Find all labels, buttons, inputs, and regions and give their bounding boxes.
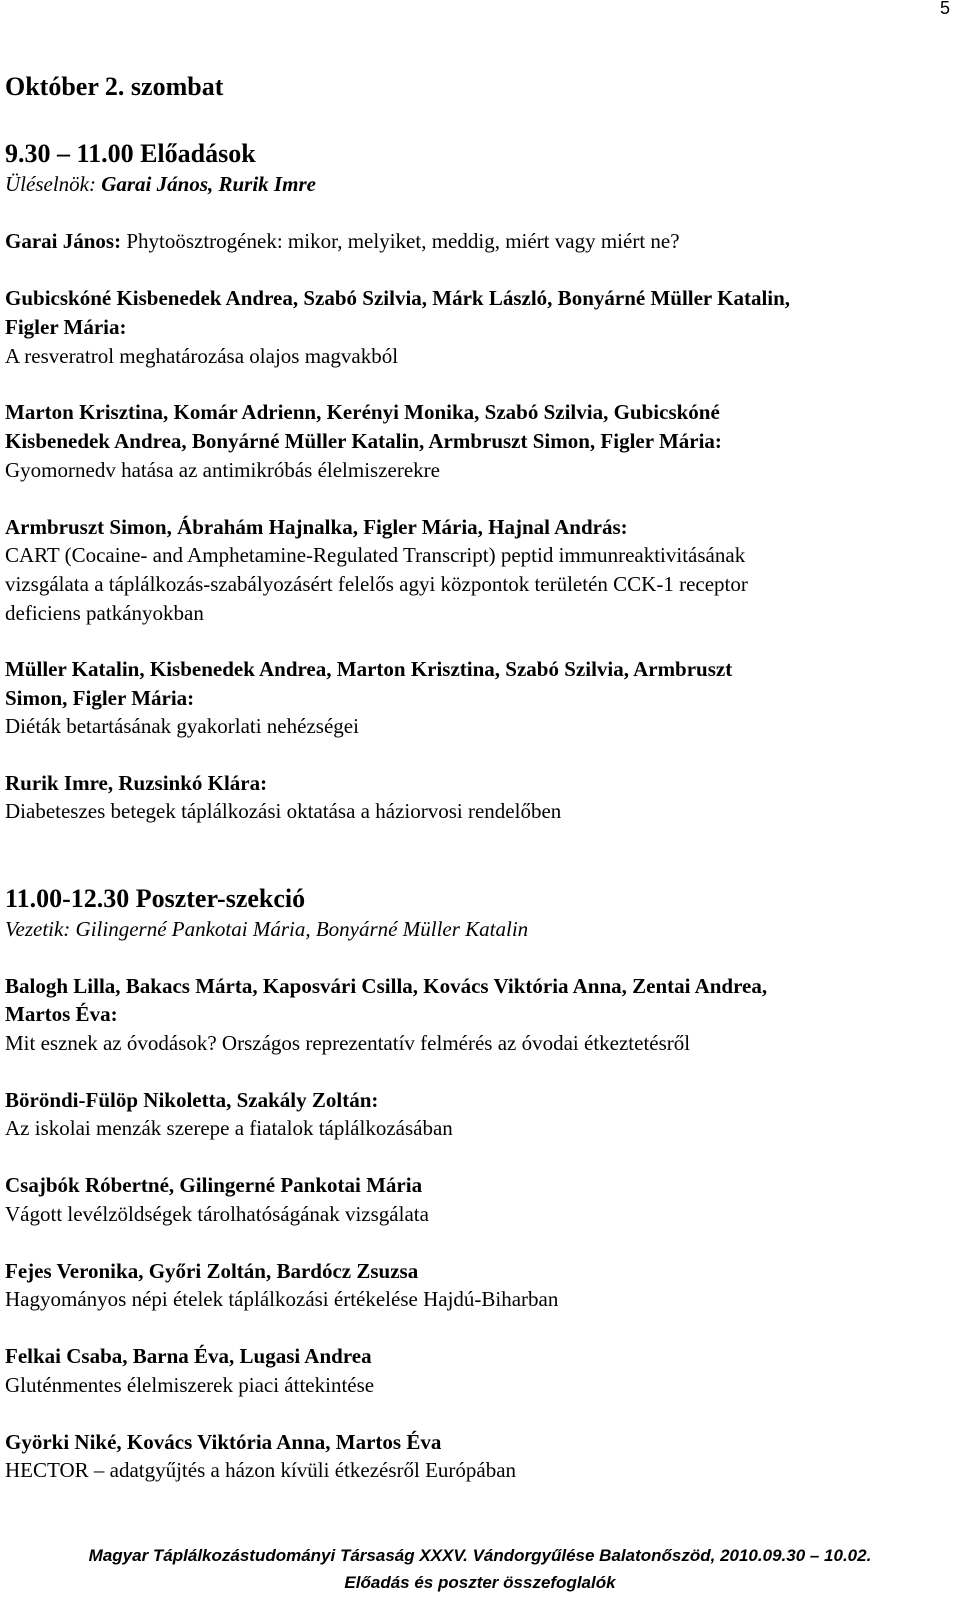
talk-3-authors-line2: Kisbenedek Andrea, Bonyárné Müller Katalin, Armbruszt Simon, Figler Mária: bbox=[5, 429, 722, 453]
poster-1-authors-line1: Balogh Lilla, Bakacs Márta, Kaposvári Csilla, Kovács Viktória Anna, Zentai Andrea, bbox=[5, 974, 768, 998]
poster-6-authors: Györki Niké, Kovács Viktória Anna, Martos Éva bbox=[5, 1430, 442, 1454]
talk-5-authors-line1: Müller Katalin, Kisbenedek Andrea, Marton Krisztina, Szabó Szilvia, Armbruszt bbox=[5, 657, 733, 681]
talk-4-title-line3: deficiens patkányokban bbox=[5, 601, 204, 625]
session1-heading: 9.30 – 11.00 Előadások bbox=[5, 139, 256, 168]
poster-5-title: Gluténmentes élelmiszerek piaci áttekintése bbox=[5, 1373, 375, 1397]
talk-2-title: A resveratrol meghatározása olajos magvakból bbox=[5, 344, 399, 368]
footer-line1: Magyar Táplálkozástudományi Társaság XXXV. Vándorgyűlése Balatonőszöd, 2010.09.30 – 10.02. bbox=[88, 1546, 872, 1565]
talk-1-authors: Garai János: bbox=[5, 229, 122, 253]
poster-4-title: Hagyományos népi ételek táplálkozási értékelése Hajdú-Biharban bbox=[5, 1287, 559, 1311]
session1-chairs-label: Üléselnök: bbox=[5, 172, 96, 196]
poster-4-authors: Fejes Veronika, Győri Zoltán, Bardócz Zsuzsa bbox=[5, 1259, 419, 1283]
poster-5-authors: Felkai Csaba, Barna Éva, Lugasi Andrea bbox=[5, 1344, 372, 1368]
poster-3-authors: Csajbók Róbertné, Gilingerné Pankotai Mária bbox=[5, 1173, 423, 1197]
poster-2-title: Az iskolai menzák szerepe a fiatalok táplálkozásában bbox=[5, 1116, 453, 1140]
page-number: 5 bbox=[939, 0, 950, 18]
day-title: Október 2. szombat bbox=[5, 72, 224, 101]
session1-chairs-names: Garai János, Rurik Imre bbox=[101, 172, 316, 196]
talk-1 bbox=[5, 229, 680, 254]
talk-4-title-line2: vizsgálata a táplálkozás-szabályozásért felelős agyi központok területén CCK-1 receptor bbox=[5, 572, 748, 596]
talk-5-authors-line2: Simon, Figler Mária: bbox=[5, 686, 195, 710]
session2-chairs-label: Vezetik: bbox=[5, 917, 71, 941]
talk-4-title-line1: CART (Cocaine- and Amphetamine-Regulated Transcript) peptid immunreaktivitásának bbox=[5, 543, 746, 567]
talk-6-title: Diabeteszes betegek táplálkozási oktatása a háziorvosi rendelőben bbox=[5, 799, 562, 823]
poster-1-title: Mit esznek az óvodások? Országos reprezentatív felmérés az óvodai étkeztetésről bbox=[5, 1031, 691, 1055]
poster-1-authors-line2: Martos Éva: bbox=[5, 1002, 118, 1026]
talk-2-authors-line1: Gubicskóné Kisbenedek Andrea, Szabó Szilvia, Márk László, Bonyárné Müller Katalin, bbox=[5, 286, 791, 310]
talk-3-title: Gyomornedv hatása az antimikróbás élelmiszerekre bbox=[5, 458, 440, 482]
poster-3-title: Vágott levélzöldségek tárolhatóságának vizsgálata bbox=[5, 1202, 429, 1226]
session2-chairs bbox=[5, 917, 528, 942]
footer-line2: Előadás és poszter összefoglalók bbox=[344, 1573, 616, 1592]
talk-1-title: Phytoösztrogének: mikor, melyiket, meddig, miért vagy miért ne? bbox=[126, 229, 680, 253]
poster-6-title: HECTOR – adatgyűjtés a házon kívüli étkezésről Európában bbox=[5, 1458, 517, 1482]
session2-heading: 11.00-12.30 Poszter-szekció bbox=[5, 884, 306, 913]
poster-2-authors: Böröndi-Fülöp Nikoletta, Szakály Zoltán: bbox=[5, 1088, 379, 1112]
session2-chairs-names: Gilingerné Pankotai Mária, Bonyárné Müller Katalin bbox=[75, 917, 529, 941]
talk-4-authors: Armbruszt Simon, Ábrahám Hajnalka, Figler Mária, Hajnal András: bbox=[5, 515, 628, 539]
talk-5-title: Diéták betartásának gyakorlati nehézségei bbox=[5, 714, 359, 738]
talk-6-authors: Rurik Imre, Ruzsinkó Klára: bbox=[5, 771, 268, 795]
talk-2-authors-line2: Figler Mária: bbox=[5, 315, 127, 339]
session1-chairs bbox=[5, 172, 316, 197]
talk-3-authors-line1: Marton Krisztina, Komár Adrienn, Kerényi Monika, Szabó Szilvia, Gubicskóné bbox=[5, 400, 720, 424]
